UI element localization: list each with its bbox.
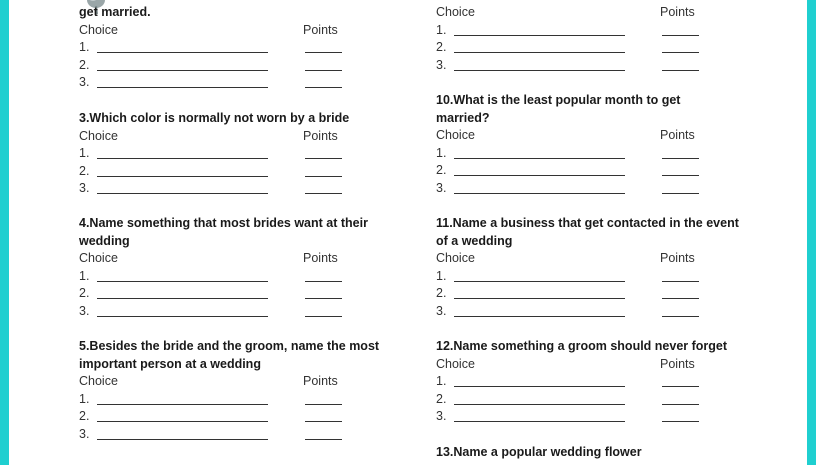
question-title: 10.What is the least popular month to get married?: [436, 93, 681, 125]
points-blank[interactable]: [662, 70, 699, 71]
answer-row: [436, 268, 766, 286]
choice-label: Choice: [79, 374, 118, 388]
points-blank[interactable]: [305, 298, 342, 299]
points-blank[interactable]: [662, 386, 699, 387]
points-blank[interactable]: [305, 316, 342, 317]
question-block-3: [79, 110, 409, 198]
choice-label: Choice: [79, 22, 118, 37]
answer-row: [436, 145, 766, 163]
page-border-left: [0, 0, 9, 465]
choice-blank[interactable]: [454, 316, 625, 317]
points-blank[interactable]: [305, 421, 342, 422]
row-number: 1.: [79, 268, 90, 283]
answer-row: [436, 180, 766, 198]
answer-header: [436, 127, 766, 145]
choice-blank[interactable]: [97, 193, 268, 194]
choice-blank[interactable]: [97, 70, 268, 71]
choice-label: Choice: [79, 251, 118, 265]
answer-row: [436, 303, 766, 321]
points-blank[interactable]: [305, 70, 342, 71]
answer-row: [79, 74, 409, 92]
points-blank[interactable]: [305, 52, 342, 53]
choice-blank[interactable]: [97, 439, 268, 440]
row-number: 2.: [79, 57, 90, 72]
row-number: 1.: [436, 268, 447, 283]
row-number: 3.: [79, 303, 90, 318]
answer-row: [436, 162, 766, 180]
row-number: 1.: [79, 40, 90, 54]
question-title: 11.Name a business that get contacted in the event of a wedding: [436, 216, 739, 248]
choice-label: Choice: [79, 128, 118, 143]
answer-row: [436, 373, 766, 391]
answer-row: [79, 39, 409, 57]
points-blank[interactable]: [305, 439, 342, 440]
answer-row: [436, 285, 766, 303]
choice-blank[interactable]: [454, 70, 625, 71]
question-block-partial-right: [436, 4, 766, 74]
answer-header: [436, 4, 766, 22]
points-blank[interactable]: [305, 281, 342, 282]
question-block-4: [79, 215, 409, 320]
question-block-10: [436, 92, 766, 197]
choice-blank[interactable]: [454, 386, 625, 387]
choice-blank[interactable]: [97, 158, 268, 159]
question-title: 3.Which color is normally not worn by a bride: [79, 111, 350, 125]
points-label: Points: [303, 22, 338, 37]
row-number: 3.: [79, 75, 90, 89]
choice-blank[interactable]: [454, 35, 625, 36]
question-block-5: [79, 338, 409, 443]
question-title: 5.Besides the bride and the groom, name the most important person at a wedding: [79, 339, 380, 371]
answer-header: [79, 250, 409, 268]
choice-blank[interactable]: [454, 421, 625, 422]
row-number: 3.: [436, 303, 447, 318]
choice-label: Choice: [436, 5, 475, 19]
points-blank[interactable]: [662, 298, 699, 299]
answer-header: [79, 22, 409, 40]
row-number: 2.: [436, 391, 447, 406]
answer-row: [436, 57, 766, 75]
row-number: 1.: [79, 391, 90, 406]
points-blank[interactable]: [662, 52, 699, 53]
page-border-right: [807, 0, 816, 465]
row-number: 2.: [436, 40, 447, 54]
row-number: 3.: [79, 426, 90, 441]
points-label: Points: [303, 251, 338, 265]
choice-blank[interactable]: [454, 404, 625, 405]
row-number: 2.: [436, 286, 447, 300]
choice-blank[interactable]: [454, 175, 625, 176]
choice-label: Choice: [436, 128, 475, 142]
row-number: 1.: [79, 146, 90, 160]
row-number: 1.: [436, 22, 447, 37]
row-number: 1.: [436, 374, 447, 388]
answer-row: [79, 408, 409, 426]
answer-row: [436, 39, 766, 57]
points-blank[interactable]: [305, 176, 342, 177]
answer-header: [79, 373, 409, 391]
choice-blank[interactable]: [97, 404, 268, 405]
points-blank[interactable]: [662, 35, 699, 36]
points-blank[interactable]: [662, 175, 699, 176]
row-number: 3.: [436, 180, 447, 195]
choice-blank[interactable]: [97, 281, 268, 282]
points-blank[interactable]: [662, 281, 699, 282]
points-blank[interactable]: [662, 421, 699, 422]
choice-blank[interactable]: [97, 421, 268, 422]
points-blank[interactable]: [305, 87, 342, 88]
choice-blank[interactable]: [97, 298, 268, 299]
row-number: 2.: [79, 409, 90, 423]
answer-row: [436, 391, 766, 409]
question-title: 12.Name something a groom should never forget: [436, 339, 728, 353]
question-block-partial-left: [79, 4, 409, 92]
choice-blank[interactable]: [454, 281, 625, 282]
answer-row: [79, 285, 409, 303]
points-label: Points: [660, 251, 695, 265]
row-number: 3.: [436, 57, 447, 72]
choice-blank[interactable]: [97, 176, 268, 177]
answer-header: [436, 250, 766, 268]
answer-row: [79, 57, 409, 75]
choice-blank[interactable]: [454, 193, 625, 194]
choice-blank[interactable]: [454, 298, 625, 299]
row-number: 3.: [436, 409, 447, 423]
answer-row: [436, 408, 766, 426]
points-label: Points: [660, 5, 695, 19]
points-blank[interactable]: [662, 158, 699, 159]
answer-header: [436, 356, 766, 374]
points-label: Points: [303, 128, 338, 143]
answer-row: [79, 426, 409, 444]
answer-row: [79, 391, 409, 409]
row-number: 1.: [436, 145, 447, 160]
points-blank[interactable]: [662, 193, 699, 194]
choice-blank[interactable]: [97, 87, 268, 88]
choice-blank[interactable]: [454, 52, 625, 53]
points-blank[interactable]: [305, 404, 342, 405]
points-blank[interactable]: [662, 404, 699, 405]
question-title: 13.Name a popular wedding flower: [436, 445, 642, 459]
points-label: Points: [660, 356, 695, 371]
answer-row: [79, 145, 409, 163]
points-label: Points: [303, 374, 338, 388]
answer-row: [79, 163, 409, 181]
row-number: 2.: [79, 163, 90, 178]
points-label: Points: [660, 128, 695, 142]
choice-label: Choice: [436, 356, 475, 371]
points-blank[interactable]: [662, 316, 699, 317]
choice-label: Choice: [436, 251, 475, 265]
answer-row: [79, 268, 409, 286]
row-number: 3.: [79, 181, 90, 195]
question-title: get married.: [79, 5, 151, 19]
choice-blank[interactable]: [97, 52, 268, 53]
row-number: 2.: [436, 163, 447, 177]
question-block-12: [436, 338, 766, 426]
choice-blank[interactable]: [454, 158, 625, 159]
choice-blank[interactable]: [97, 316, 268, 317]
question-block-11: [436, 215, 766, 320]
question-title: 4.Name something that most brides want at their wedding: [79, 216, 368, 248]
answer-row: [79, 303, 409, 321]
row-number: 2.: [79, 286, 90, 300]
points-blank[interactable]: [305, 193, 342, 194]
answer-row: [436, 22, 766, 40]
answer-row: [79, 180, 409, 198]
question-block-13: [436, 444, 766, 462]
answer-header: [79, 128, 409, 146]
points-blank[interactable]: [305, 158, 342, 159]
